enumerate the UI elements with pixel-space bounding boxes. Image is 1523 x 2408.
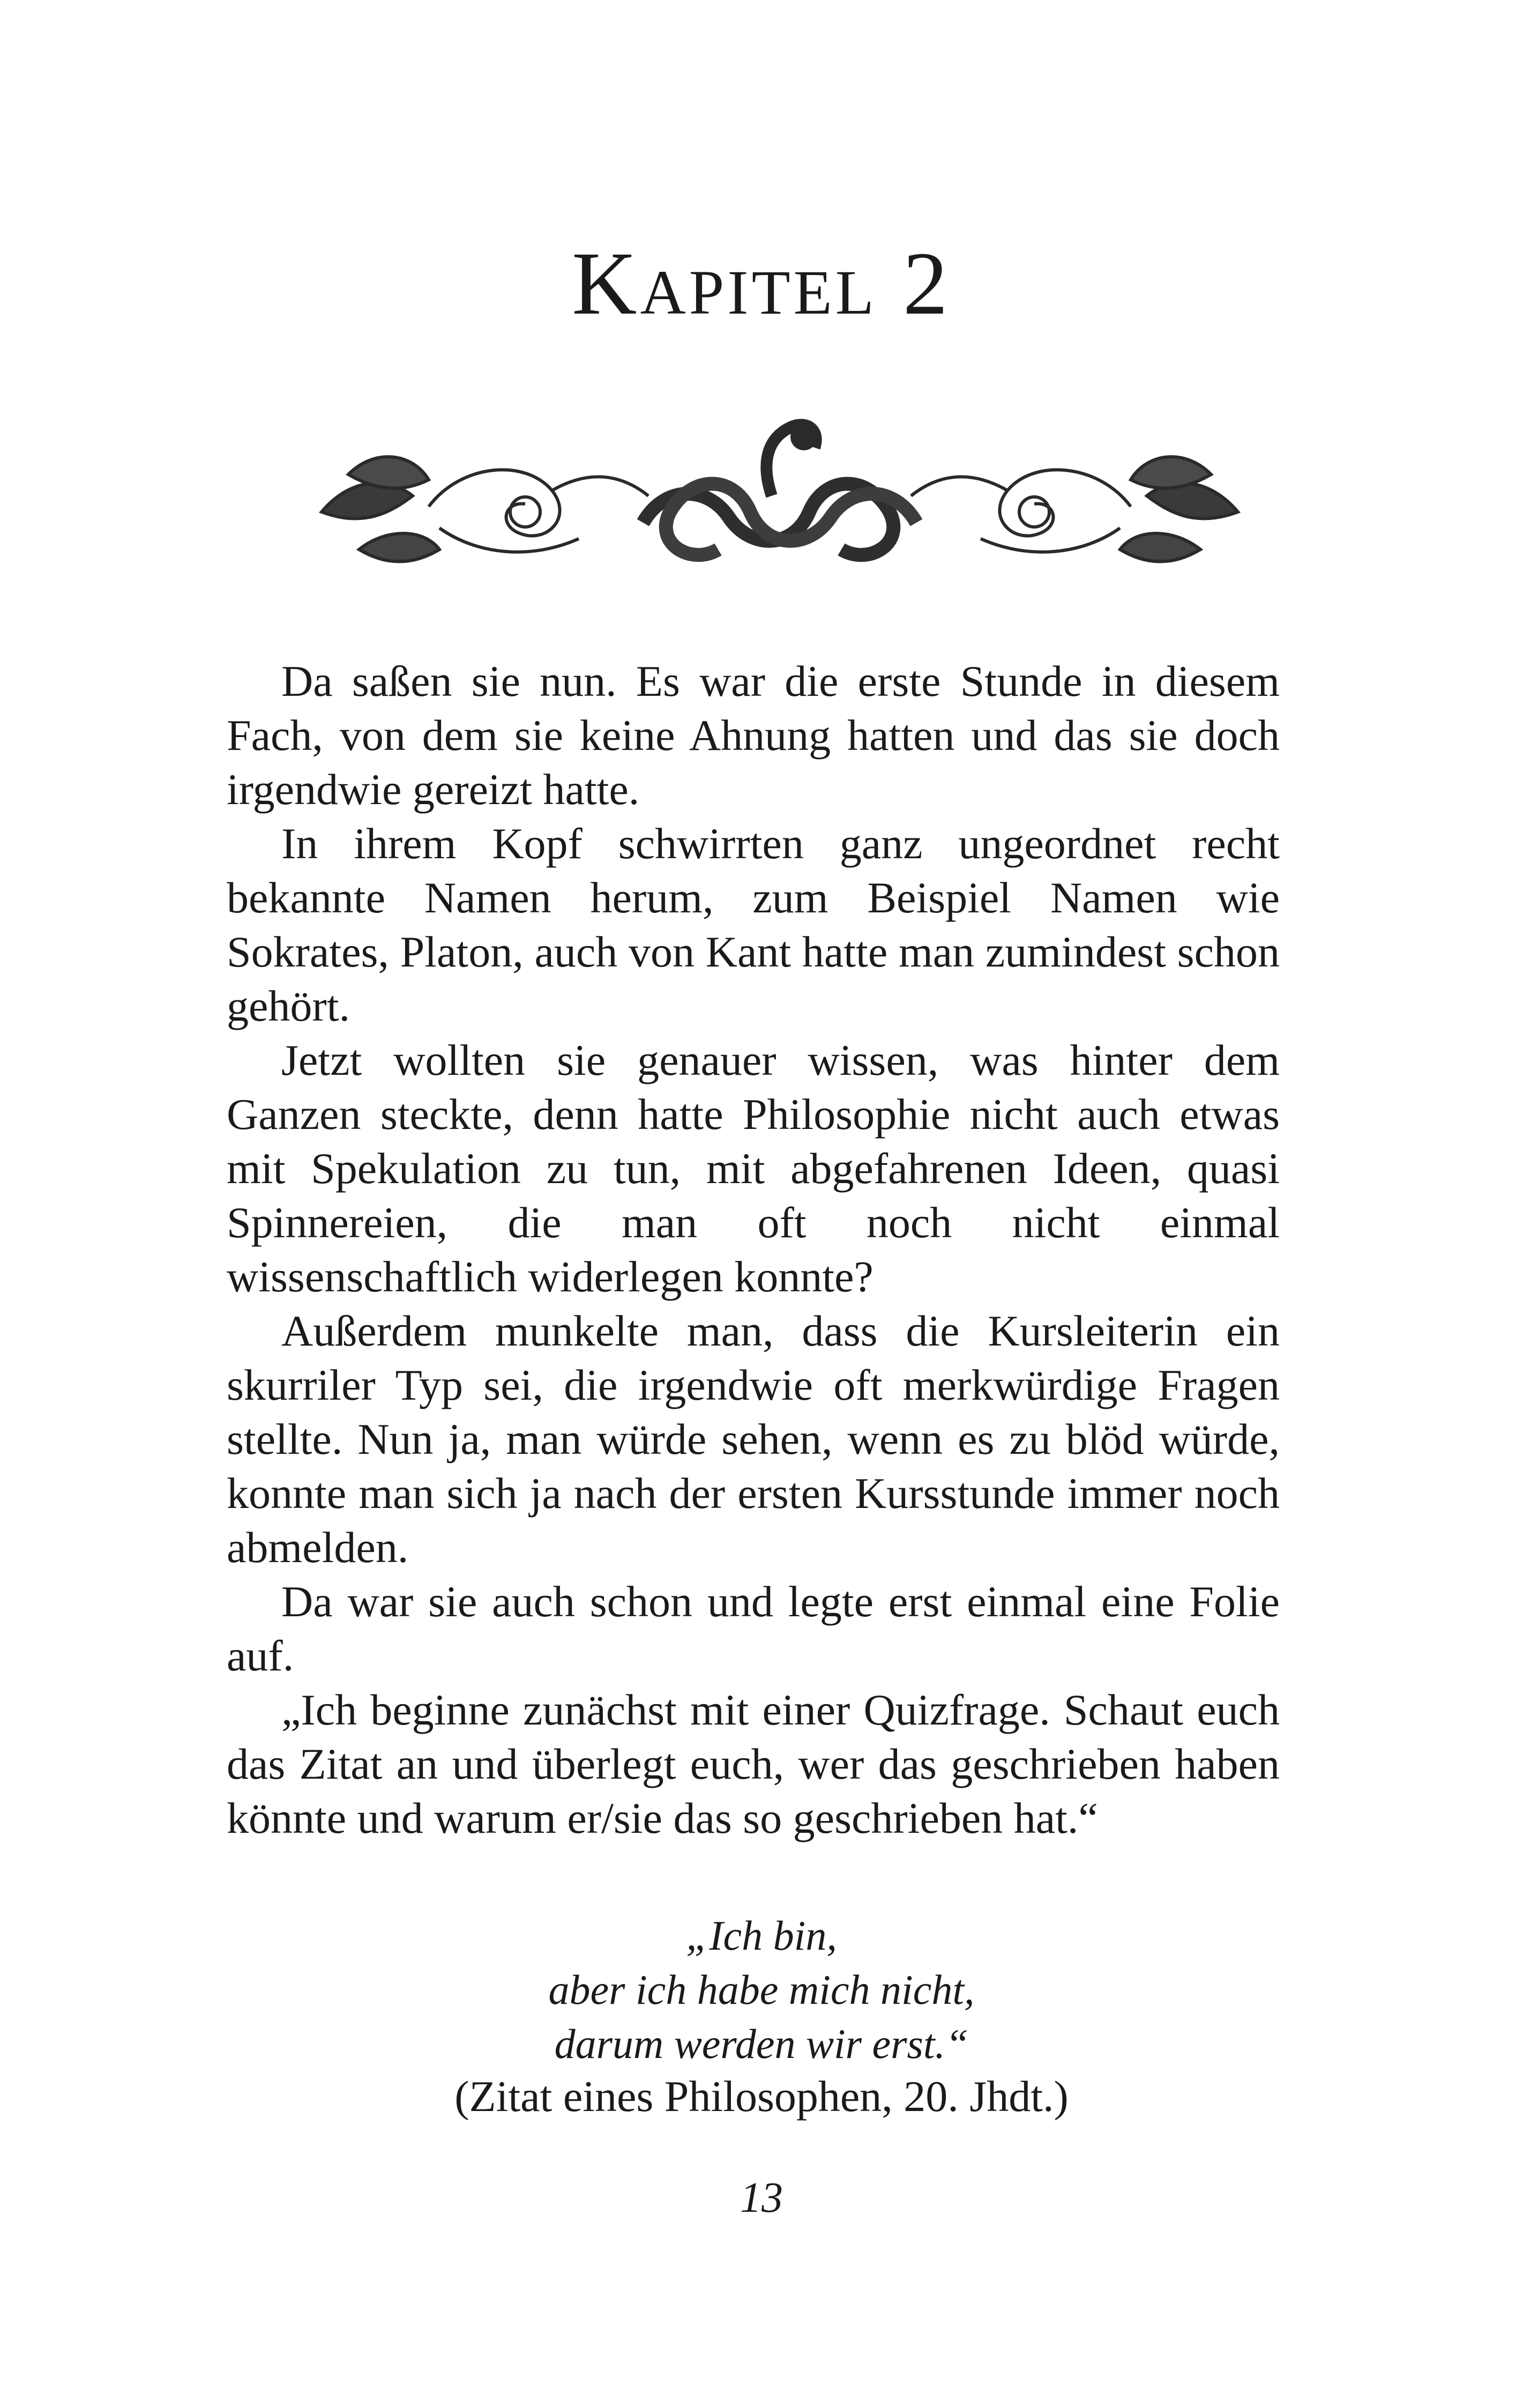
quote-line: aber ich habe mich nicht, xyxy=(548,1966,975,2013)
chapter-title: Kapitel 2 xyxy=(572,234,951,333)
paragraph: Jetzt wollten sie genauer wissen, was hinter dem Ganzen steckte, denn hatte Philosophie nicht auch etwas mit Spekulation zu tun, mit abgefahrenen Ideen, quasi Spinnereien, die man oft noch nicht einmal wissenschaftlich widerlegen konnte? xyxy=(227,1036,1280,1301)
paragraph: „Ich beginne zunächst mit einer Quizfrage. Schaut euch das Zitat an und überlegt euch, wer das geschrieben haben könnte und warum er/sie das so geschrieben hat.“ xyxy=(227,1685,1280,1842)
paragraph: Außerdem munkelte man, dass die Kursleiterin ein skurriler Typ sei, die irgendwie oft merkwürdige Fragen stellte. Nun ja, man würde sehen, wenn es zu blöd würde, konnte man sich ja nach der ersten Kursstunde immer noch abmelden. xyxy=(227,1306,1280,1572)
page-number: 13 xyxy=(740,2174,783,2221)
paragraph: Da saßen sie nun. Es war die erste Stunde in diesem Fach, von dem sie keine Ahnung hatten und das sie doch irgendwie gereizt hatte. xyxy=(227,657,1280,814)
paragraph: In ihrem Kopf schwirrten ganz ungeordnet recht bekannte Namen herum, zum Beispiel Namen wie Sokrates, Platon, auch von Kant hatte man zumindest schon gehört. xyxy=(227,819,1280,1030)
paragraph: Da war sie auch schon und legte erst einmal eine Folie auf. xyxy=(227,1577,1280,1680)
philosopher-quote xyxy=(0,1908,1523,2071)
chapter-body xyxy=(227,654,1280,1845)
quote-line: darum werden wir erst.“ xyxy=(554,2020,969,2067)
quote-source: (Zitat eines Philosophen, 20. Jhdt.) xyxy=(454,2072,1069,2121)
snake-ornament-icon xyxy=(300,405,1259,587)
quote-line: „Ich bin, xyxy=(686,1912,837,1959)
